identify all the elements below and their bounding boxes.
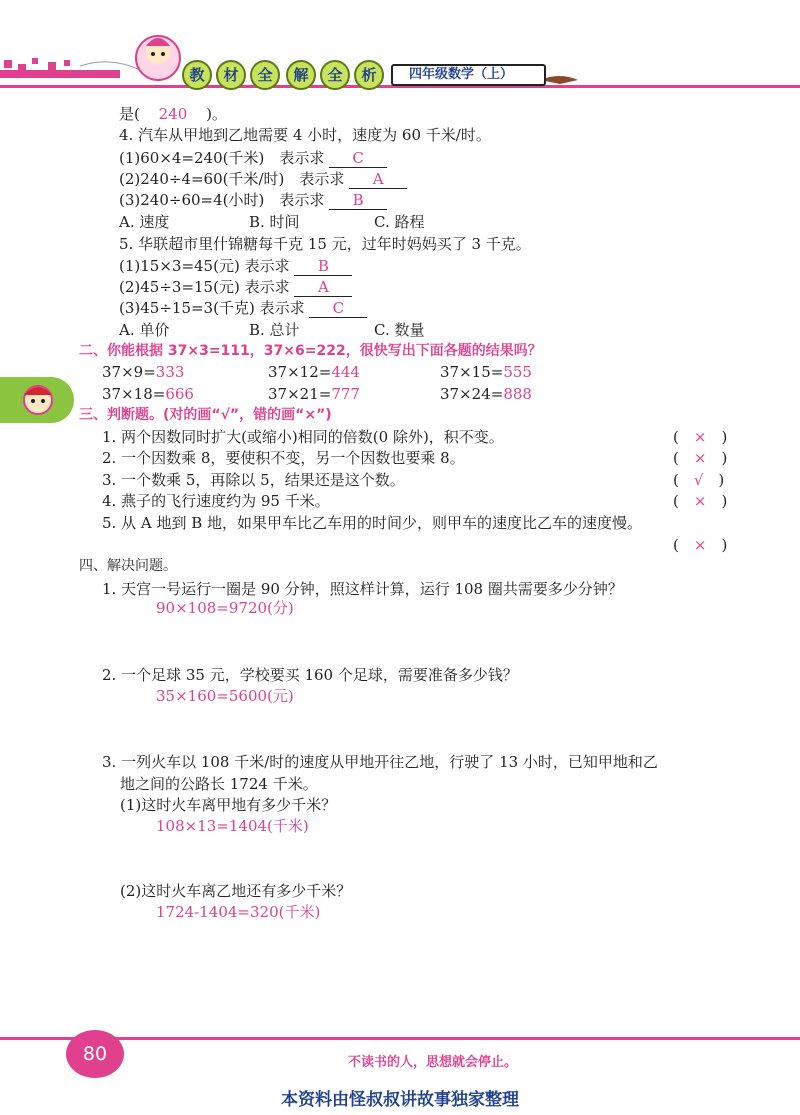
footer-rule bbox=[0, 1037, 800, 1040]
q4-item-3 bbox=[119, 190, 387, 210]
calc-6-a: 888 bbox=[503, 385, 532, 403]
judge-4-answer: ( × ) bbox=[673, 492, 728, 510]
calc-1 bbox=[102, 362, 184, 382]
header-char-1: 教 bbox=[182, 60, 212, 90]
calc-4 bbox=[102, 384, 194, 404]
problem-3-line1: 3. 一列火车以 108 千米/时的速度从甲地开往乙地，行驶了 13 小时，已知甲地和乙 bbox=[102, 753, 658, 771]
judge-5-text: 5. 从 A 地到 B 地，如果甲车比乙车用的时间少，则甲车的速度比乙车的速度慢。 bbox=[102, 514, 643, 532]
continued-suffix: )。 bbox=[206, 105, 227, 123]
judge-5-mark: × bbox=[693, 536, 707, 554]
q4-item-1 bbox=[119, 148, 387, 168]
problem-3-sub2: (2)这时火车离乙地还有多少千米？ bbox=[120, 882, 352, 900]
problem-3-answer2: 1724-1404=320(千米) bbox=[156, 903, 321, 921]
judge-2-text: 2. 一个因数乘 8，要使积不变，另一个因数也要乘 8。 bbox=[102, 449, 465, 467]
calc-3-q: 37×15= bbox=[440, 363, 504, 381]
footer-motto: 不读书的人，思想就会停止。 bbox=[348, 1055, 518, 1070]
calc-1-q: 37×9= bbox=[102, 363, 156, 381]
q5-item-2-text: (2)45÷3=15(元) 表示求 bbox=[119, 278, 290, 296]
q4-option-c: C. 路程 bbox=[374, 213, 425, 231]
calc-3 bbox=[440, 362, 532, 382]
continued-line bbox=[119, 104, 227, 124]
q4-item-1-answer: C bbox=[329, 150, 387, 168]
q4-item-3-text: (3)240÷60=4(小时) 表示求 bbox=[119, 191, 325, 209]
footer-credit: 本资料由怪叔叔讲故事独家整理 bbox=[281, 1090, 519, 1110]
calc-5 bbox=[268, 384, 360, 404]
problem-1-answer: 90×108=9720(分) bbox=[156, 599, 294, 617]
mascot-icon bbox=[0, 377, 74, 423]
judge-1-answer: ( × ) bbox=[673, 428, 728, 446]
section4-title: 四、解决问题。 bbox=[79, 558, 177, 574]
problem-1-text: 1. 天宫一号运行一圈是 90 分钟，照这样计算，运行 108 圈共需要多少分钟？ bbox=[102, 580, 623, 598]
calc-6 bbox=[440, 384, 532, 404]
judge-1-text: 1. 两个因数同时扩大(或缩小)相同的倍数(0 除外)，积不变。 bbox=[102, 428, 504, 446]
calc-5-a: 777 bbox=[331, 385, 360, 403]
calc-2-q: 37×12= bbox=[268, 363, 332, 381]
q4-item-2-answer: A bbox=[349, 171, 407, 189]
judge-1-mark: × bbox=[693, 428, 707, 446]
header-char-4: 解 bbox=[286, 60, 316, 90]
problem-3-line2: 地之间的公路长 1724 千米。 bbox=[120, 775, 318, 793]
judge-4-text: 4. 燕子的飞行速度约为 95 千米。 bbox=[102, 492, 330, 510]
q5-item-2-answer: A bbox=[294, 279, 352, 297]
continued-prefix: 是( bbox=[119, 105, 140, 123]
problem-2-text: 2. 一个足球 35 元，学校要买 160 个足球，需要准备多少钱？ bbox=[102, 666, 518, 684]
calc-4-q: 37×18= bbox=[102, 385, 166, 403]
header-char-2: 材 bbox=[216, 60, 246, 90]
q4-item-2 bbox=[119, 169, 407, 189]
header-char-5: 全 bbox=[320, 60, 350, 90]
q5-item-3-text: (3)45÷15=3(千克) 表示求 bbox=[119, 299, 305, 317]
q5-item-1 bbox=[119, 256, 352, 276]
judge-3-text: 3. 一个数乘 5，再除以 5，结果还是这个数。 bbox=[102, 471, 405, 489]
judge-5-answer: ( × ) bbox=[673, 536, 728, 554]
judge-3-mark: √ bbox=[693, 471, 704, 489]
judge-2-answer: ( × ) bbox=[673, 449, 728, 467]
q5-item-1-answer: B bbox=[294, 258, 352, 276]
header-char-3: 全 bbox=[250, 60, 280, 90]
q4-option-b: B. 时间 bbox=[249, 213, 300, 231]
calc-1-a: 333 bbox=[155, 363, 185, 381]
calc-3-a: 555 bbox=[503, 363, 532, 381]
q4-stem: 4. 汽车从甲地到乙地需要 4 小时，速度为 60 千米/时。 bbox=[119, 126, 491, 144]
q4-option-a: A. 速度 bbox=[119, 213, 170, 231]
judge-3-answer: ( √ ) bbox=[673, 471, 725, 489]
judge-4-mark: × bbox=[693, 492, 707, 510]
q5-option-c: C. 数量 bbox=[374, 321, 425, 339]
calc-6-q: 37×24= bbox=[440, 385, 504, 403]
q5-option-b: B. 总计 bbox=[249, 321, 300, 339]
calc-5-q: 37×21= bbox=[268, 385, 332, 403]
q4-item-3-answer: B bbox=[329, 192, 387, 210]
problem-3-sub1: (1)这时火车离甲地有多少千米？ bbox=[120, 796, 337, 814]
q4-item-1-text: (1)60×4=240(千米) 表示求 bbox=[119, 149, 325, 167]
q5-item-3 bbox=[119, 298, 367, 318]
calc-4-a: 666 bbox=[165, 385, 194, 403]
section3-title: 三、判断题。(对的画“√”，错的画“×”) bbox=[79, 407, 332, 423]
judge-2-mark: × bbox=[693, 449, 707, 467]
page-number: 80 bbox=[66, 1030, 124, 1078]
q5-option-a: A. 单价 bbox=[119, 321, 170, 339]
side-tab bbox=[0, 377, 74, 423]
book-tag: 四年级数学（上） bbox=[391, 64, 546, 86]
continued-answer: 240 bbox=[158, 105, 188, 123]
calc-2-a: 444 bbox=[331, 363, 360, 381]
q5-stem: 5. 华联超市里什锦糖每千克 15 元，过年时妈妈买了 3 千克。 bbox=[119, 235, 531, 253]
header-char-6: 析 bbox=[354, 60, 384, 90]
problem-2-answer: 35×160=5600(元) bbox=[156, 687, 294, 705]
q5-item-1-text: (1)15×3=45(元) 表示求 bbox=[119, 257, 290, 275]
calc-2 bbox=[268, 362, 360, 382]
q4-item-2-text: (2)240÷4=60(千米/时) 表示求 bbox=[119, 170, 345, 188]
q5-item-3-answer: C bbox=[309, 300, 367, 318]
q5-item-2 bbox=[119, 277, 352, 297]
problem-3-answer1: 108×13=1404(千米) bbox=[156, 817, 309, 835]
section2-title: 二、你能根据 37×3=111，37×6=222，很快写出下面各题的结果吗？ bbox=[79, 343, 542, 359]
